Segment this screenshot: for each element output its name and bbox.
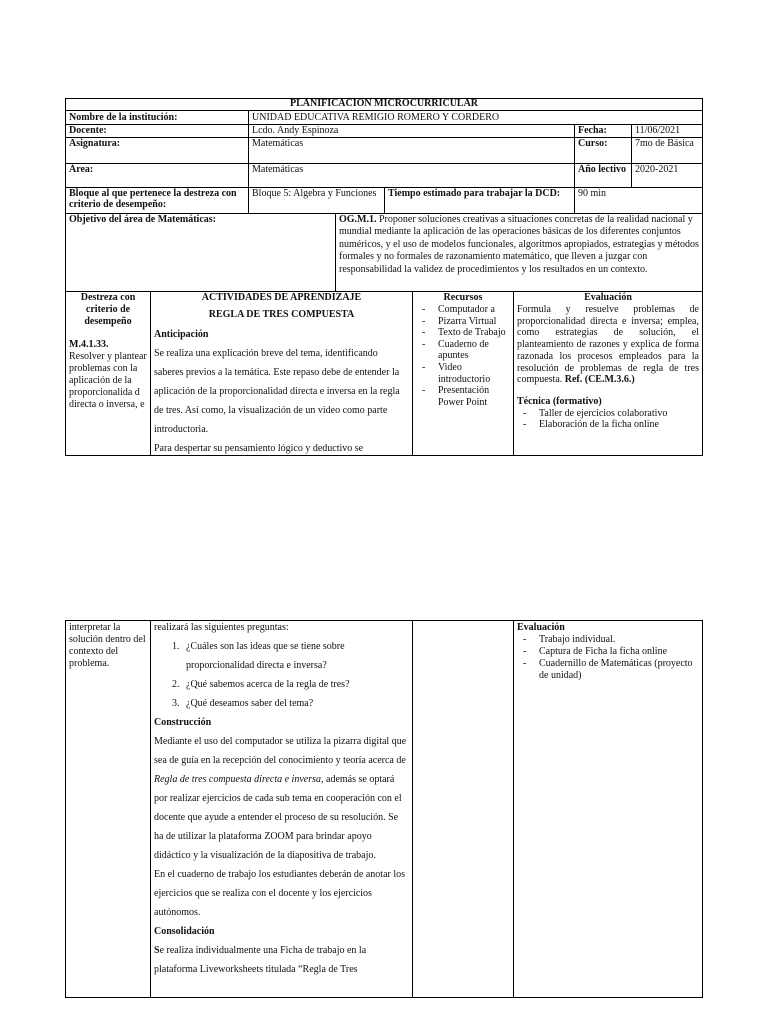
- anticipation-title: Anticipación: [154, 329, 209, 340]
- construction-paragraph-1: [154, 732, 409, 865]
- area-value: Matemáticas: [252, 164, 304, 175]
- anticipation-paragraph-2: Para despertar su pensamiento lógico y deductivo se: [154, 443, 364, 454]
- course-value: 7mo de Básica: [635, 138, 694, 149]
- course-label: Curso:: [578, 138, 608, 149]
- questions-list: [154, 637, 409, 713]
- construction-text-b: , además se optará por realizar ejercicios de cada sub tema en cooperación con el docente que ayude a entender el proceso de su resolución. Se ha de utilizar la plataforma ZOOM para brindar apoyo didáctico y la visualización de la diapositiva de trabajo.: [154, 774, 402, 861]
- construction-paragraph-2: En el cuaderno de trabajo los estudiantes deberán de anotar los ejercicios que se realiza con el docente y los ejercicios autónomos.: [154, 869, 406, 918]
- evaluation-cell: [514, 304, 702, 455]
- resource-item: - Texto de Trabajo: [416, 327, 510, 339]
- evaluation-text: Formula y resuelve problemas de proporcionalidad directa e inversa; emplea, como estrategias de solución, el planteamiento de razones y explica de forma razonada los procesos empleados para la resolución de problemas de regla de tres compuesta.: [517, 304, 699, 386]
- teacher-value: Lcdo. Andy Espinoza: [252, 125, 339, 136]
- technique-title: Técnica (formativo): [517, 395, 602, 407]
- technique-list: [517, 408, 699, 431]
- time-label: Tiempo estimado para trabajar la DCD:: [388, 188, 561, 199]
- resource-item: - Computador a: [416, 304, 510, 316]
- subject-value: Matemáticas: [252, 138, 304, 149]
- question-item: 2. ¿Qué sabemos acerca de la regla de tres?: [182, 675, 409, 694]
- date-label: Fecha:: [578, 125, 607, 136]
- resource-item: - Cuaderno de apuntes: [416, 339, 510, 362]
- question-item: 1. ¿Cuáles son las ideas que se tiene sobre proporcionalidad directa e inversa?: [182, 637, 409, 675]
- destreza-code: M.4.1.33.: [69, 339, 109, 350]
- time-value: 90 min: [578, 188, 607, 199]
- year-value: 2020-2021: [635, 164, 679, 175]
- subject-label: Asignatura:: [69, 138, 121, 149]
- institution-value: UNIDAD EDUCATIVA REMIGIO ROMERO Y CORDERO: [252, 112, 500, 123]
- area-label: Área:: [69, 164, 94, 175]
- destreza-continuation: interpretar la solución dentro del contexto del problema.: [69, 622, 146, 669]
- date-value: 11/06/2021: [635, 125, 681, 136]
- evaluation-ref: Ref. (CE.M.3.6.): [564, 374, 635, 386]
- evaluation-item: - Cuadernillo de Matemáticas (proyecto de unidad): [517, 658, 699, 682]
- technique-item: - Elaboración de la ficha online: [517, 419, 699, 431]
- evaluation-continuation-title: Evaluación: [517, 622, 565, 633]
- col-header-activities: ACTIVIDADES DE APRENDIZAJE: [201, 292, 362, 303]
- questions-intro: realizará las siguientes preguntas:: [154, 622, 289, 633]
- col-header-resources: Recursos: [443, 292, 483, 303]
- year-label: Año lectivo: [578, 164, 627, 175]
- consolidation-initial: S: [154, 945, 160, 956]
- anticipation-paragraph-1: Se realiza una explicación breve del tema, identificando saberes previos a la temática. Este repaso debe de entender la aplicación de la proporcionalidad directa e inversa en la regla de tres. Así como, la visualización de un video como parte introductoria.: [154, 348, 400, 435]
- technique-item: - Taller de ejercicios colaborativo: [517, 408, 699, 420]
- construction-emphasis: Regla de tres compuesta directa e inversa: [154, 774, 321, 785]
- activities-cell: [151, 325, 412, 455]
- resource-item: - Video introductorio: [416, 362, 510, 385]
- question-item: 3. ¿Qué deseamos saber del tema?: [182, 694, 409, 713]
- objective-code: OG.M.1.: [339, 214, 377, 225]
- objective-text: Proponer soluciones creativas a situaciones concretas de la realidad nacional y mundial mediante la aplicación de las operaciones básicas de los diferentes conjuntos numéricos, y el uso de modelos funcionales, algoritmos apropiados, estrategias y métodos formales y no formales de razonamiento matemático, que lleven a juzgar con responsabilidad la validez de procedimientos y los resultados en un contexto.: [339, 214, 699, 275]
- block-label: Bloque al que pertenece la destreza con criterio de desempeño:: [69, 188, 237, 210]
- evaluation-item: - Captura de Ficha la ficha online: [517, 646, 699, 658]
- institution-label: Nombre de la institución:: [69, 112, 178, 123]
- objective-label: Objetivo del área de Matemáticas:: [69, 214, 216, 225]
- construction-title: Construcción: [154, 717, 212, 728]
- evaluation-description: [517, 304, 699, 386]
- col-header-evaluation: Evaluación: [584, 292, 632, 303]
- resources-list: [416, 304, 510, 408]
- activities-subtitle: REGLA DE TRES COMPUESTA: [208, 309, 355, 320]
- teacher-label: Docente:: [69, 125, 107, 136]
- destreza-text: Resolver y plantear problemas con la aplicación de la proporcionalida d directa o inversa, e: [69, 351, 147, 410]
- col-header-destreza: Destreza con criterio de desempeño: [80, 292, 136, 327]
- consolidation-text: e realiza individualmente una Ficha de trabajo en la plataforma Liveworksheets titulada “Regla de Tres: [154, 945, 367, 975]
- resource-item: - Pizarra Virtual: [416, 316, 510, 328]
- resources-cell: [413, 304, 513, 455]
- consolidation-title: Consolidación: [154, 926, 215, 937]
- construction-text-a: Mediante el uso del computador se utiliza la pizarra digital que sea de guía en la recepción del conocimiento y teoría acerca de: [154, 736, 407, 766]
- objective-content: [336, 214, 702, 291]
- destreza-cell: [66, 339, 150, 455]
- document-title: PLANIFICACIÓN MICROCURRICULAR: [289, 98, 479, 109]
- resource-item: - Presentación Power Point: [416, 385, 510, 408]
- consolidation-paragraph: [154, 941, 409, 979]
- evaluation-item: - Trabajo individual.: [517, 634, 699, 646]
- activities-continuation: [151, 618, 412, 996]
- evaluation-continuation: [514, 622, 702, 722]
- evaluation-items-list: [517, 634, 699, 682]
- block-value: Bloque 5: Algebra y Funciones: [252, 188, 377, 199]
